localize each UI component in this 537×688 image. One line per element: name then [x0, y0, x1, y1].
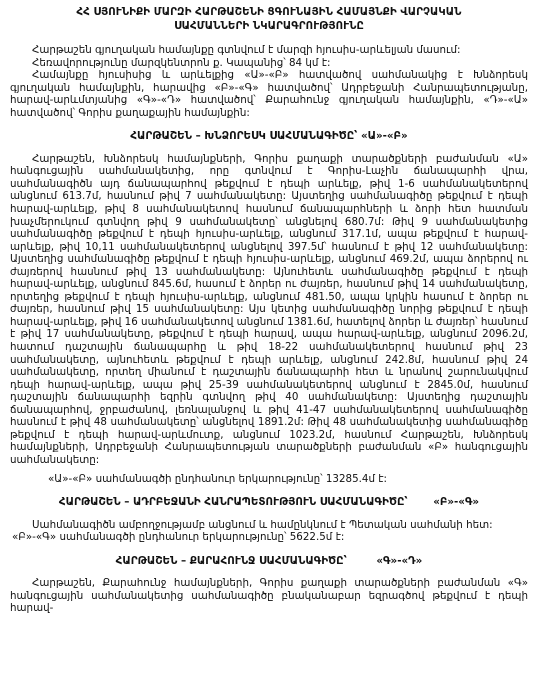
section-1-heading [10, 130, 528, 143]
section-3-heading [10, 555, 528, 568]
section-2-total-value: 5622.5մ է: [289, 531, 345, 544]
section-1-title: ՀԱՐԹԱՇԵՆ – ԽՆՁՈՐԵՍԿ ՍԱՀՄԱՆԱԳԻԾԸ՝ [130, 130, 358, 143]
intro-location: Հարթաշեն գյուղական համայնքը գտնվում է մարզի հյուսիս-արևելյան մասում: [32, 44, 461, 56]
intro-neighbors: Համայնքը հյուսիսից և արևելքից «Ա»-«Բ» հատվածով սահմանակից է Խնձորեսկ գյուղական համայնքին, հարավից «Բ»-«Գ» հատվածով՝ Ադրբեջանի Հանրապետությանը, հարավ-արևմտյանից «Գ»-«Դ» հատվածով՝ Քարահունջ գյուղական համայնքին, «Դ»-«Ա» հատվածով՝ Գորիս քաղաքային համայնքին: [10, 69, 528, 119]
title-line-1: ՀՀ ՍՅՈՒՆԻՔԻ ՄԱՐԶԻ ՀԱՐԹԱՇԵՆԻ ՑԳՈՒՆԱՅԻՆ ՀԱՄԱՅՆՔԻ ՎԱՐՉԱԿԱՆ [76, 7, 462, 18]
section-1-body: Հարթաշեն, Խնձորեսկ համայնքների, Գորիս քաղաքի տարածքների բաժանման «Ա» հանգուցային սահմանակետից, որը գտնվում է Գորիս-Լաչին ճանապարհի վրա, սահմանագիծն այդ ճանապարհով թեքվում է դեպի արևելք, թիվ 1-6 սահմանակետերով անցնում 613.7մ, հասնում թիվ 7 սահմանակետը: Այստեղից սահմանագիծը թեքվում է դեպի հարավ-արևելք, թիվ 8 սահմանակետով հասնում ճանապարհների և ձորի հետ հատման խաչմերուկում գտնվող թիվ 9 սահմանակետը՝ անցնելով 680.7մ: Թիվ 9 սահմանակետից սահմանագիծը թեքվում է դեպի հյուսիս-արևելք, անցնում 317.1մ, ապա թեքվում է հարավ-արևելք, թիվ 10,11 սահմանակետերով անցնելով 397.5մ՝ հասնում է թիվ 12 սահմանակետը: Այստեղից սահմանագիծը թեքվում է դեպի հյուսիս-արևելք, անցնում 469.2մ, ապա ձորերով ու ժայռերով հասնում թիվ 13 սահմանակետը: Այնուհետև սահմանագիծը թեքվում է դեպի հարավ-արևելք, անցնում 845.6մ, հասում է ձորեր ու ժայռեր, հասնում թիվ 14 սահմանակետը, որտեղից թեքվում է դեպի հյուսիս-արևելք, անցնում 481.50, ապա կրկին հասում է ձորեր ու ժայռեր, հասնում թիվ 15 սահմանակետը: Այս կետից սահմանագիծը նորից թեքվում է դեպի հարավ-արևելք, թիվ 16 սահմանակետով անցնում 1381.6մ, հատելով ձորեր և ժայռեր՝ հասնում է թիվ 17 սահմանակետը, թեքվում է դեպի հարավ, ապա հարավ-արևելք, անցնում 2096.2մ, հատում դաշտային ճանապարհը և թիվ 18-22 սահմանակետերով հասնում թիվ 23 սահմանակետը, այնուհետև թեքվում է դեպի արևելք, անցնում 242.8մ, հասնում թիվ 24 սահմանակետը, որտեղ միանում է դաշտային ճանապարհի հետ և նրանով շարունակվում դեպի հարավ-արևելք, ապա թիվ 25-39 սահմանակետերով անցնում է 2845.0մ, հասնում դաշտային ճանապարհի եզրին գտնվող թիվ 40 սահմանակետը: Այստեղից դաշտային ճանապարհով, ջրբաժանով, լեռնալանջով և թիվ 41-47 սահմանակետերով սահմանագիծը հասնում է թիվ 48 սահմանակետը՝ անցնելով 1891.2մ: Թիվ 48 սահմանակետից սահմանագիծը թեքվում է դեպի հարավ-արևմուտք, անցնում 1023.2մ, հասնում Հարթաշեն, Խնձորեսկ համայնքների, Ադրբեջանի Հանրապետության տարածքների բաժանման «Բ» հանգուցային սահմանակետը: [10, 152, 528, 466]
section-2-heading [10, 496, 528, 509]
section-2-total-label: «Բ»-«Գ» սահմանագծի ընդհանուր երկարությունը՝ [12, 531, 287, 544]
section-2-code: «Բ»-«Գ» [433, 496, 480, 509]
section-3-code: «Գ»-«Դ» [376, 554, 423, 567]
section-3-body: Հարթաշեն, Քարահունջ համայնքների, Գորիս քաղաքի տարածքների բաժանման «Գ» հանգուցային սահմանակետից սահմանագիծը բնականաբար եզրագծով թեքվում է դեպի հարավ- [10, 577, 528, 615]
title-line-2: ՍԱՀՄԱՆՆԵՐԻ ՆԿԱՐԱԳՐՈՒԹՅՈՒՆԸ [174, 21, 364, 32]
section-1-code: «Ա»-«Բ» [360, 130, 408, 143]
section-3-title: ՀԱՐԹԱՇԵՆ – ՔԱՐԱՀՈՒՆՋ ՍԱՀՄԱՆԱԳԻԾԸ՝ [115, 554, 347, 567]
section-1-total-label: «Ա»-«Բ» սահմանագծի ընդհանուր երկարությունը՝ [48, 472, 323, 485]
intro-distance: Հեռավորությունը մարզկենտրոն ք. Կապանից՝ 84 կմ է: [32, 56, 331, 69]
section-2-title: ՀԱՐԹԱՇԵՆ – ԱԴՐԲԵՋԱՆԻ ՀԱՆՐԱՊԵՏՈՒԹՅՈՒՆ ՍԱՀՄԱՆԱԳԻԾԸ՝ [58, 496, 408, 509]
section-1-total-value: 13285.4մ է: [325, 472, 388, 485]
section-2-body: Սահմանագիծն ամբողջությամբ անցնում և համընկնում է Պետական սահմանի հետ: [32, 518, 493, 531]
section-1-total [48, 473, 528, 486]
document-title [10, 6, 528, 34]
section-2-total [12, 531, 528, 544]
